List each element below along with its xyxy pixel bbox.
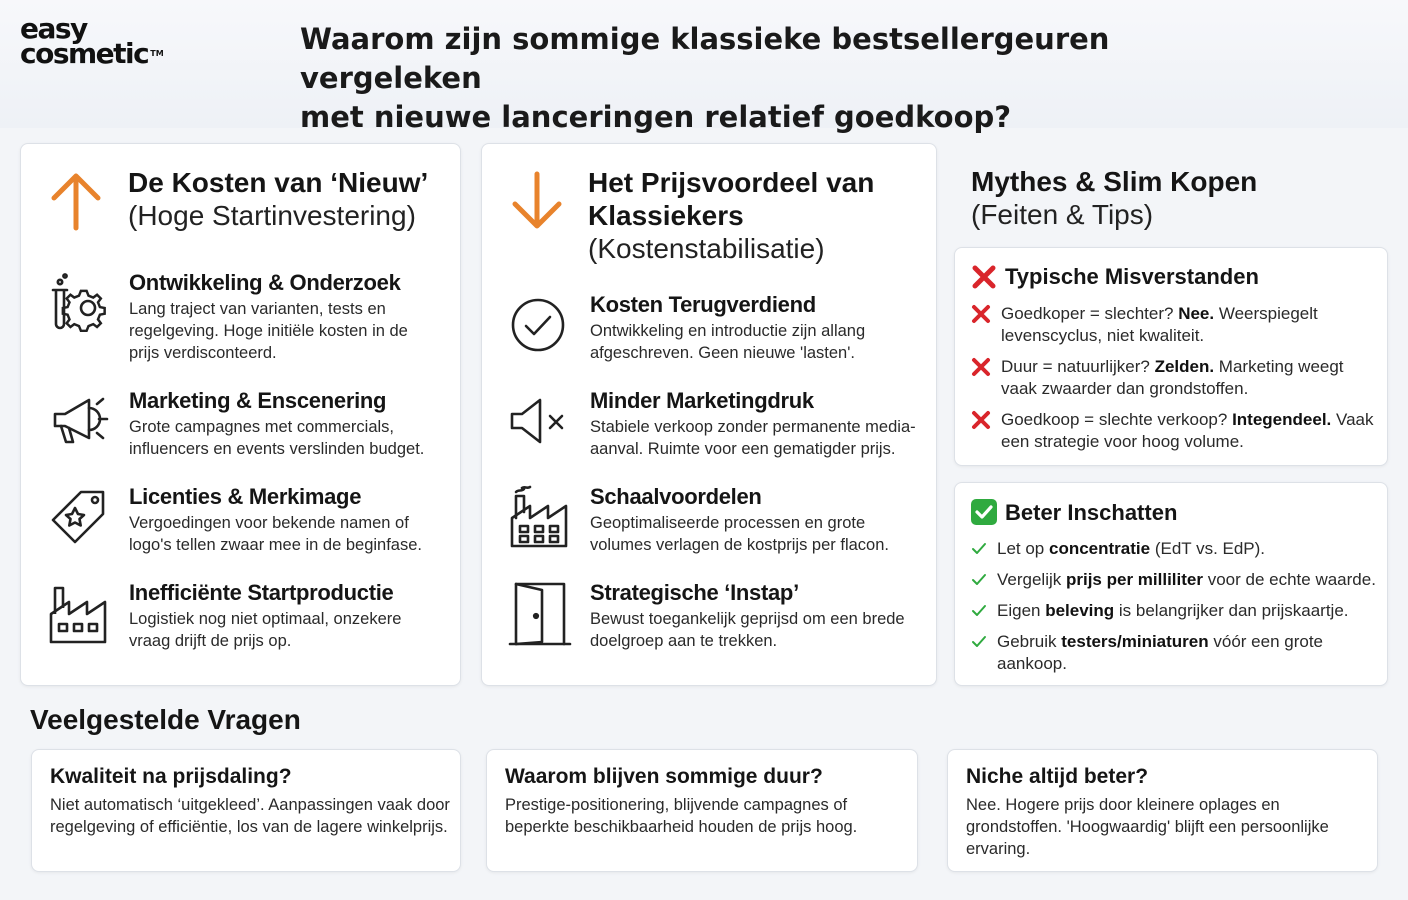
factory-icon — [47, 580, 113, 646]
myth-text: Goedkoper = slechter? Nee. Weerspiegelt levenscyclus, niet kwaliteit. — [1001, 304, 1318, 345]
cost-item-description: Vergoedingen voor bekende namen of logo's tellen zwaar mee in de beginfase. — [129, 514, 422, 554]
faq-item-niche — [947, 749, 1378, 872]
speaker-mute-icon — [508, 388, 574, 454]
cost-item-description: Grote campagnes met commercials, influencers en events verslinden budget. — [129, 418, 425, 458]
advantage-item-scale — [508, 484, 928, 554]
cost-item-marketing — [47, 388, 457, 458]
cost-item-licences — [47, 484, 457, 554]
advantage-item-recovered — [508, 292, 928, 362]
lab-gear-icon — [47, 270, 113, 336]
cost-item-description: Logistiek nog niet optimaal, onzekere vraag drijft de prijs op. — [129, 610, 402, 650]
brand-logo — [20, 12, 164, 70]
advantage-item-entry — [508, 580, 928, 650]
logo-line-1: easy — [20, 12, 87, 45]
advantage-item-title: Minder Marketingdruk — [590, 388, 814, 413]
cost-item-title: Inefficiënte Startproductie — [129, 580, 394, 605]
advantage-item-description: Stabiele verkoop zonder permanente media-aanval. Ruimte voor een gematigder prijs. — [590, 418, 916, 458]
faq-question: Kwaliteit na prijsdaling? — [50, 765, 292, 788]
tip-text: Gebruik testers/miniaturen vóór een grote aankoop. — [997, 632, 1323, 673]
cost-item-description: Lang traject van varianten, tests en regelgeving. Hoge initiële kosten in de prijs verdisconteerd. — [129, 300, 408, 362]
tip-text: Let op concentratie (EdT vs. EdP). — [997, 539, 1266, 558]
advantage-item-description: Geoptimaliseerde processen en grote volumes verlagen de kostprijs per flacon. — [590, 514, 889, 554]
new-costs-subtitle: (Hoge Startinvestering) — [128, 200, 416, 231]
myths-heading — [971, 165, 1257, 231]
factory-icon — [508, 484, 574, 550]
cost-item-licences-text — [129, 484, 439, 556]
tag-star-icon — [47, 484, 113, 550]
new-costs-title: De Kosten van ‘Nieuw’ — [128, 167, 429, 198]
cost-item-rd — [47, 270, 457, 360]
myth-text: Goedkoop = slechte verkoop? Integendeel. Vaak een strategie voor hoog volume. — [1001, 410, 1374, 451]
open-door-icon — [508, 580, 574, 646]
faq-question: Waarom blijven sommige duur? — [505, 765, 823, 788]
cost-item-title: Marketing & Enscenering — [129, 388, 387, 413]
faq-item-quality — [31, 749, 461, 872]
check-box-icon — [971, 499, 997, 525]
better-estimate-card — [954, 482, 1388, 686]
myths-subtitle: (Feiten & Tips) — [971, 199, 1154, 230]
misconceptions-card — [954, 247, 1388, 466]
cross-icon — [971, 357, 991, 377]
advantage-item-title: Schaalvoordelen — [590, 484, 762, 509]
check-icon — [971, 572, 987, 588]
check-icon — [971, 634, 987, 650]
arrow-up-icon — [49, 170, 103, 232]
cost-item-title: Ontwikkeling & Onderzoek — [129, 270, 401, 295]
cross-icon — [971, 264, 997, 290]
new-costs-card — [20, 143, 461, 686]
faq-item-expensive — [486, 749, 918, 872]
cost-item-title: Licenties & Merkimage — [129, 484, 362, 509]
tip-text: Eigen beleving is belangrijker dan prijskaartje. — [997, 601, 1349, 620]
classics-subtitle: (Kostenstabilisatie) — [588, 233, 825, 264]
check-icon — [971, 541, 987, 557]
advantage-item-title: Strategische ‘Instap’ — [590, 580, 799, 605]
page-title — [300, 20, 1300, 137]
myths-title: Mythes & Slim Kopen — [971, 166, 1258, 197]
cost-item-rd-text — [129, 270, 439, 364]
advantage-item-description: Ontwikkeling en introductie zijn allang afgeschreven. Geen nieuwe 'lasten'. — [590, 322, 866, 362]
classics-heading — [588, 166, 874, 265]
classics-title-line-1: Het Prijsvoordeel van — [588, 167, 875, 198]
classics-title-line-2: Klassiekers — [588, 200, 744, 231]
faq-answer: Niet automatisch ‘uitgekleed’. Aanpassingen vaak door regelgeving of efficiëntie, los van de lagere winkelprijs. — [50, 796, 450, 836]
arrow-down-icon — [510, 170, 564, 232]
advantage-item-recovered-text — [590, 292, 925, 364]
megaphone-icon — [47, 388, 113, 454]
advantage-item-entry-text — [590, 580, 925, 652]
logo-line-2: cosmetic ™ — [20, 37, 164, 70]
myth-text: Duur = natuurlijker? Zelden. Marketing weegt vaak zwaarder dan grondstoffen. — [1001, 357, 1344, 398]
misconceptions-title: Typische Misverstanden — [1005, 264, 1259, 289]
cost-item-production — [47, 580, 457, 650]
faq-answer: Prestige-positionering, blijvende campagnes of beperkte beschikbaarheid houden de prijs hoog. — [505, 796, 858, 836]
faq-answer: Nee. Hogere prijs door kleinere oplages en grondstoffen. 'Hoogwaardig' blijft een persoonlijke ervaring. — [966, 796, 1329, 858]
advantage-item-marketing — [508, 388, 928, 458]
advantage-item-marketing-text — [590, 388, 925, 460]
advantage-item-title: Kosten Terugverdiend — [590, 292, 816, 317]
cost-item-marketing-text — [129, 388, 439, 460]
new-costs-heading — [128, 166, 428, 232]
check-icon — [971, 603, 987, 619]
check-circle-icon — [508, 292, 574, 358]
page-title-line-2: met nieuwe lanceringen relatief goedkoop? — [300, 100, 1012, 134]
advantage-item-scale-text — [590, 484, 925, 556]
advantage-item-description: Bewust toegankelijk geprijsd om een brede doelgroep aan te trekken. — [590, 610, 905, 650]
cross-icon — [971, 304, 991, 324]
cost-item-production-text — [129, 580, 439, 652]
cross-icon — [971, 410, 991, 430]
better-estimate-title: Beter Inschatten — [1005, 500, 1178, 525]
faq-question: Niche altijd beter? — [966, 765, 1149, 788]
faq-title: Veelgestelde Vragen — [30, 704, 301, 735]
tip-text: Vergelijk prijs per milliliter voor de echte waarde. — [997, 570, 1376, 589]
classics-advantage-card — [481, 143, 937, 686]
page-title-line-1: Waarom zijn sommige klassieke bestsellergeuren vergeleken — [300, 22, 1110, 95]
